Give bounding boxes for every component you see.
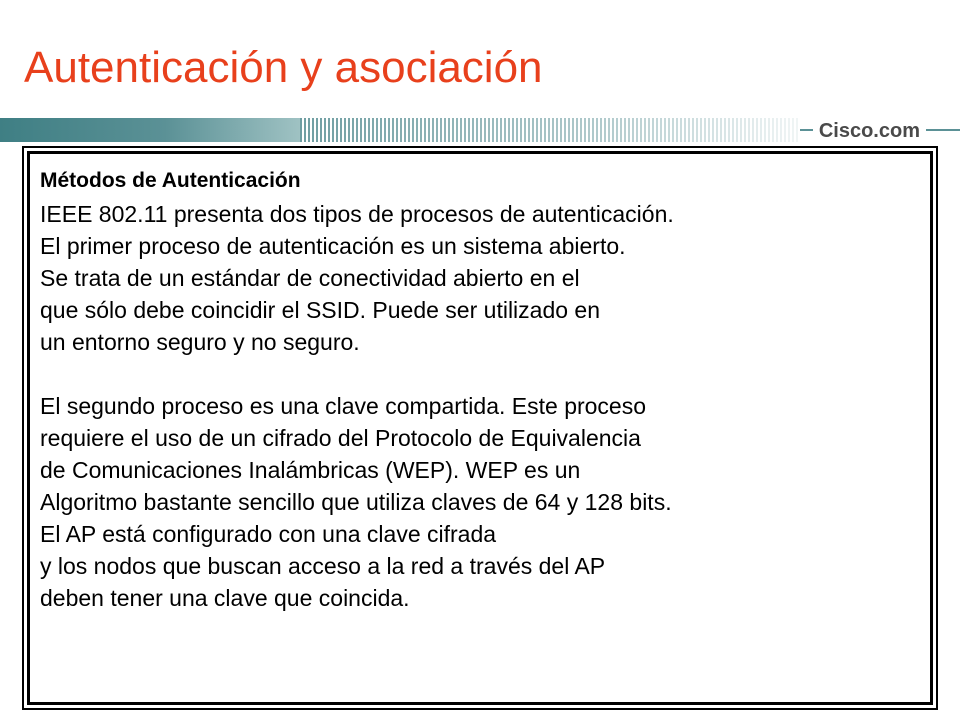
paragraph-2-line: El AP está configurado con una clave cifrada bbox=[40, 521, 497, 547]
paragraph-2-line: requiere el uso de un cifrado del Protocolo de Equivalencia bbox=[40, 425, 641, 451]
paragraph-1-line: que sólo debe coincidir el SSID. Puede ser utilizado en bbox=[40, 297, 601, 323]
paragraph-2-line: de Comunicaciones Inalámbricas (WEP). WEP es un bbox=[40, 457, 581, 483]
content-text-box bbox=[27, 151, 933, 705]
paragraph-spacer bbox=[40, 358, 930, 390]
content-heading: Métodos de Autenticación bbox=[40, 169, 301, 192]
paragraph-1-line: El primer proceso de autenticación es un sistema abierto. bbox=[40, 233, 626, 259]
paragraph-2-line: El segundo proceso es una clave compartida. Este proceso bbox=[40, 393, 647, 419]
paragraph-1-line: IEEE 802.11 presenta dos tipos de procesos de autenticación. bbox=[40, 201, 674, 227]
paragraph-1-line: un entorno seguro y no seguro. bbox=[40, 329, 360, 355]
band-striped-segment bbox=[300, 118, 800, 142]
paragraph-2-line: deben tener una clave que coincida. bbox=[40, 585, 410, 611]
paragraph-1-line: Se trata de un estándar de conectividad abierto en el bbox=[40, 265, 580, 291]
brand-logo-text: Cisco.com bbox=[813, 118, 926, 144]
slide-title: Autenticación y asociación bbox=[24, 43, 543, 92]
paragraph-2-line: y los nodos que buscan acceso a la red a través del AP bbox=[40, 553, 606, 579]
paragraph-2-line: Algoritmo bastante sencillo que utiliza claves de 64 y 128 bits. bbox=[40, 489, 672, 515]
band-solid-segment bbox=[0, 118, 300, 142]
